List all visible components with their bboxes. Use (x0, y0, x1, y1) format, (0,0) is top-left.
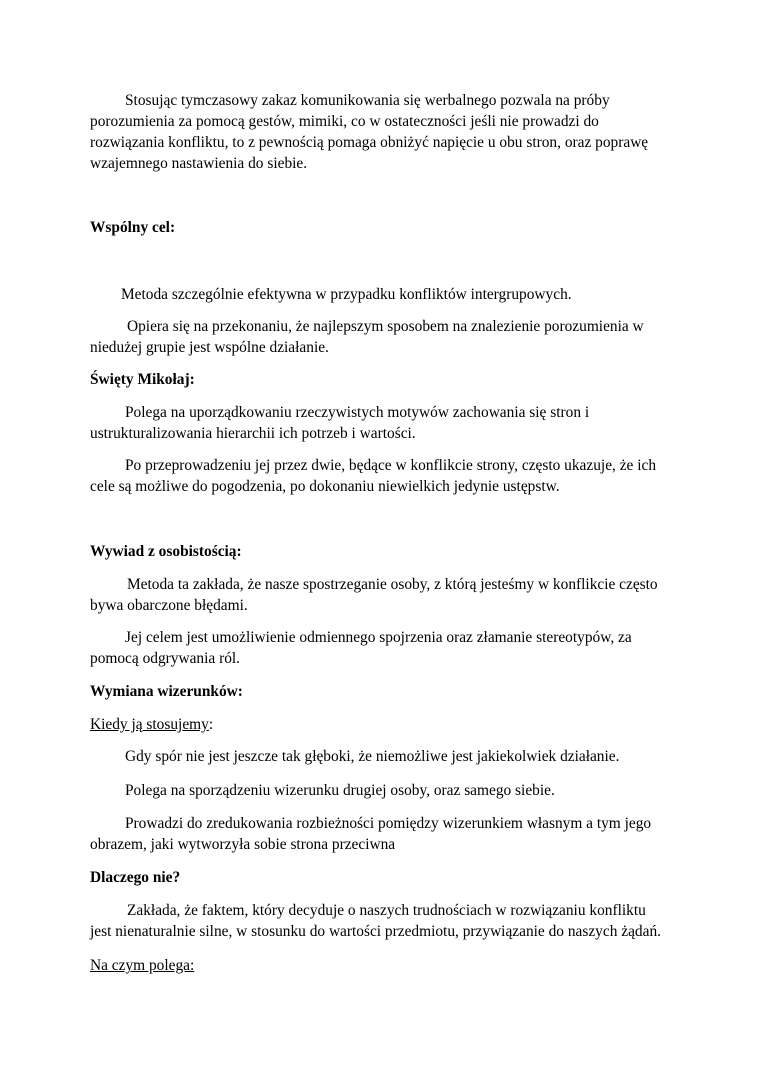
paragraph: Polega na sporządzeniu wizerunku drugiej osoby, oraz samego siebie. (125, 782, 555, 799)
paragraph: Jej celem jest umożliwienie odmiennego spojrzenia oraz złamanie stereotypów, za pomocą odgrywania ról. (90, 629, 632, 667)
section-heading-wywiad: Wywiad z osobistością: (90, 543, 242, 560)
paragraph: Prowadzi do zredukowania rozbieżności pomiędzy wizerunkiem własnym a tym jego obrazem, jaki wytworzyła sobie strona przeciwna (90, 815, 652, 853)
section-heading-wymiana-wizerunkow: Wymiana wizerunków: (90, 683, 243, 700)
intro-paragraph: Stosując tymczasowy zakaz komunikowania się werbalnego pozwala na próby porozumienia za pomocą gestów, mimiki, co w ostateczności jeśli nie prowadzi do rozwiązania konfliktu, to z pewnością pomaga obniżyć napięcie u obu stron, oraz poprawę wzajemnego nastawienia do siebie. (90, 92, 649, 172)
subheading-text: Kiedy ją stosujemy (90, 716, 209, 733)
paragraph: Metoda szczególnie efektywna w przypadku konfliktów intergrupowych. (121, 286, 572, 303)
section-heading-swiety-mikolaj: Święty Mikołaj: (90, 371, 195, 388)
paragraph: Po przeprowadzeniu jej przez dwie, będące w konflikcie strony, często ukazuje, że ich cele są możliwe do pogodzenia, po dokonaniu niewielkich jedynie ustępstw. (90, 457, 657, 495)
section-heading-wspolny-cel: Wspólny cel: (90, 219, 176, 236)
paragraph: Zakłada, że faktem, który decyduje o naszych trudnościach w rozwiązaniu konfliktu jest nienaturalnie silne, w stosunku do wartości przedmiotu, przywiązanie do naszych żądań. (90, 902, 661, 940)
subheading-na-czym-polega: Na czym polega: (90, 957, 195, 974)
paragraph: Gdy spór nie jest jeszcze tak głęboki, że niemożliwe jest jakiekolwiek działanie. (125, 748, 620, 765)
paragraph: Polega na uporządkowaniu rzeczywistych motywów zachowania się stron i ustrukturalizowania hierarchii ich potrzeb i wartości. (90, 404, 590, 442)
subheading-kiedy-ja-stosujemy (90, 714, 670, 735)
subheading-suffix: : (208, 716, 214, 733)
section-heading-dlaczego-nie: Dlaczego nie? (90, 869, 181, 886)
paragraph: Metoda ta zakłada, że nasze spostrzeganie osoby, z którą jesteśmy w konflikcie często bywa obarczone błędami. (90, 576, 658, 614)
paragraph: Opiera się na przekonaniu, że najlepszym sposobem na znalezienie porozumienia w niedużej grupie jest wspólne działanie. (90, 318, 644, 356)
